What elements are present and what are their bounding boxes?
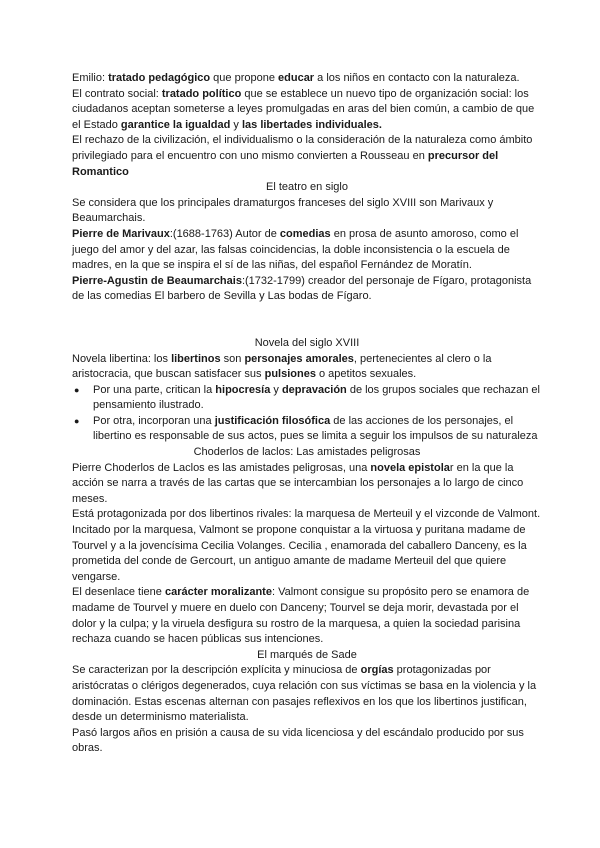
text-run: Está protagonizada por dos libertinos rivales: la marquesa de Merteuil y el vizconde de Valmont. Incitado por la marquesa, Valmont se propone conquistar a la virtuosa y puritana madame de Tourvel y a la jovencísima Cecilia Volanges. Cecilia , enamorada del caballero Danceny, es la prometida del conde de Gercourt, un antiguo amante de madame Merteuil del que quiere vengarse.	[72, 508, 541, 583]
text-run: en prosa de asunto amoroso, como el juego del amor y del azar, las falsas coincidencias, la doble inconsistencia o la escuela de madres, en la que se inspira el sí de las niñas, del español Fernández de Moratín.	[72, 227, 519, 272]
bold-text-run: personajes amorales	[244, 352, 354, 365]
text-run: o apetitos sexuales.	[315, 368, 417, 381]
bold-text-run: las libertades individuales.	[241, 118, 382, 131]
bold-text-run: pulsiones	[264, 368, 316, 381]
bold-text-run: orgías	[360, 664, 394, 677]
text-run: a los niños en contacto con la naturaleza.	[314, 72, 520, 84]
bold-text-run: tratado pedagógico	[108, 72, 211, 84]
paragraph	[72, 663, 542, 725]
text-run: Pasó largos años en prisión a causa de su vida licenciosa y del escándalo producido por sus obras.	[72, 726, 524, 755]
bold-text-run: hipocresía	[215, 383, 271, 396]
text-run: Pierre Choderlos de Laclos es las amistades peligrosas, una	[72, 461, 371, 474]
text-run: :(1732-1799) creador del personaje de Fígaro, protagonista de las comedias El barbero de Sevilla y Las bodas de Fígaro.	[72, 274, 532, 303]
section-novel	[72, 336, 542, 383]
bold-text-run: carácter moralizante	[164, 586, 272, 599]
text-run: El marqués de Sade	[257, 648, 357, 661]
text-run: de los grupos sociales que rechazan el pensamiento ilustrado.	[93, 383, 540, 412]
bold-text-run: precursor del Romantico	[72, 149, 499, 178]
text-run: El rechazo de la civilización, el individualismo o la consideración de la naturaleza como ámbito privilegiado para el encuentro con uno mismo convierten a Rousseau en	[72, 134, 533, 162]
text-run: :(1688-1763) Autor de	[169, 227, 280, 240]
text-run: y	[270, 383, 282, 396]
text-run: Por otra, incorporan una	[93, 414, 215, 427]
document-body	[72, 71, 542, 757]
paragraph	[72, 585, 542, 647]
text-run: , pertenecientes al clero o la aristocracia, que buscan satisfacer sus	[72, 352, 492, 381]
text-run: : Valmont consigue su propósito pero se enamora de madame de Tourvel y muere en duelo con Danceny; Tourvel se deja morir, devastada por el dolor y la culpa; y la viruela desfigura su rostro de la marquesa, a quien la sociedad parisina rechaza cuando se hacen públicas sus intenciones.	[72, 586, 530, 646]
paragraph	[72, 133, 542, 180]
bold-text-run: tratado político	[161, 87, 242, 100]
text-run: Se caracterizan por la descripción explícita y minuciosa de	[72, 664, 361, 677]
text-run: Choderlos de laclos: Las amistades peligrosas	[193, 446, 421, 459]
text-run: que se establece un nuevo tipo de organización social: los ciudadanos aceptan someterse a leyes promulgadas en aras del bien común, a cambio de que el Estado	[72, 87, 535, 131]
section-spacer	[72, 305, 542, 336]
text-run: Se considera que los principales dramaturgos franceses del siglo XVIII son Marivaux y Beaumarchais.	[72, 196, 494, 225]
text-run: r en la que la acción se narra a través de las cartas que se intercambian los personajes a lo largo de cinco meses.	[72, 461, 524, 505]
bold-text-run: Pierre de Marivaux	[72, 227, 170, 240]
bold-text-run: libertinos	[171, 352, 221, 365]
paragraph	[72, 196, 542, 227]
bullet-list	[72, 383, 542, 445]
section-heading	[72, 336, 542, 352]
bullet-item	[72, 383, 542, 414]
bold-text-run: educar	[278, 72, 315, 84]
bold-text-run: depravación	[281, 383, 347, 396]
section-heading	[72, 445, 542, 461]
paragraph	[72, 274, 542, 305]
bold-text-run: garantice la igualdad	[120, 118, 231, 131]
bold-text-run: justificación filosófica	[214, 414, 331, 427]
paragraph	[72, 461, 542, 508]
text-run: Por una parte, critican la	[93, 383, 216, 396]
bullet-item	[72, 414, 542, 445]
section-heading	[72, 180, 542, 196]
section-laclos-sade	[72, 445, 542, 757]
paragraph	[72, 726, 542, 757]
paragraph	[72, 352, 542, 383]
paragraph	[72, 227, 542, 274]
text-run: de las acciones de los personajes, el libertino es responsable de sus actos, pues se limita a seguir los impulsos de su naturaleza	[93, 414, 538, 443]
text-run: El teatro en siglo	[266, 181, 348, 194]
text-run: Novela del siglo XVIII	[254, 336, 360, 349]
section-rousseau-theatre	[72, 71, 542, 305]
text-run: y	[230, 118, 242, 131]
text-run: son	[220, 352, 245, 365]
bold-text-run: Pierre-Agustin de Beaumarchais	[72, 274, 242, 287]
text-run: protagonizadas por aristócratas o clérigos degenerados, cuya relación con sus víctimas se basa en la violencia y la dominación. Estas escenas alternan con pasajes reflexivos en los que los libertinos justifican, desde un determinismo materialista.	[72, 664, 537, 724]
text-run: El contrato social:	[72, 87, 162, 100]
paragraph	[72, 87, 542, 134]
text-run: Novela libertina: los	[72, 352, 172, 365]
bold-text-run: novela epistola	[370, 461, 450, 474]
bold-text-run: comedias	[279, 227, 331, 240]
text-run: El desenlace tiene	[72, 586, 165, 599]
text-run: que propone	[210, 72, 279, 84]
paragraph	[72, 507, 542, 585]
section-heading	[72, 648, 542, 664]
text-run: Emilio:	[72, 72, 109, 84]
paragraph	[72, 71, 542, 87]
